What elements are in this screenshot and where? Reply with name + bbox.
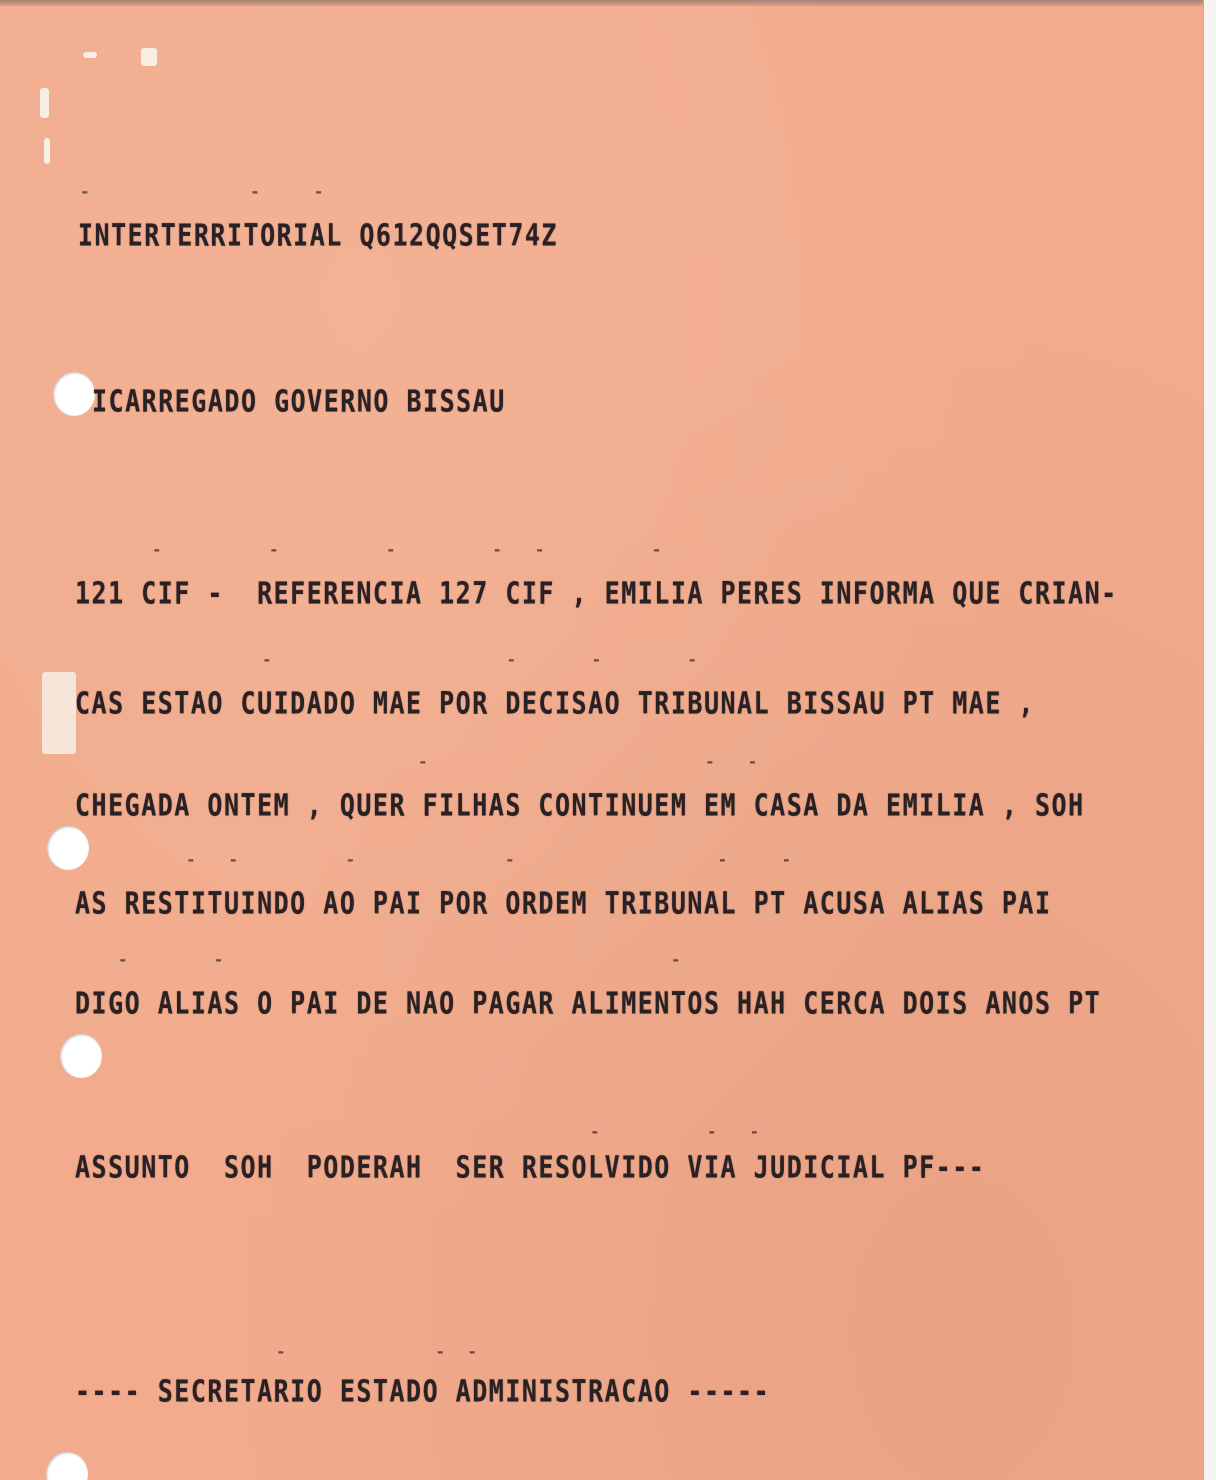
telegram-body-line: 121 CIF - REFERENCIA 127 CIF , EMILIA PERES INFORMA QUE CRIAN-: [75, 576, 1118, 611]
accent-marks: - - -: [418, 752, 759, 771]
telegram-body-line: DIGO ALIAS O PAI DE NAO PAGAR ALIMENTOS HAH CERCA DOIS ANOS PT: [75, 986, 1102, 1021]
telegram-body-line: AS RESTITUINDO AO PAI POR ORDEM TRIBUNAL PT ACUSA ALIAS PAI: [75, 886, 1052, 921]
paper-tear-mark: [141, 48, 157, 66]
paper-tear-mark: [42, 672, 76, 754]
paper-tear-mark: [44, 138, 50, 164]
telegram-header: INTERTERRITORIAL Q612QQSET74Z: [78, 218, 558, 253]
sheet-right-edge: [1203, 0, 1216, 1480]
telegram-body-line: CHEGADA ONTEM , QUER FILHAS CONTINUEM EM CASA DA EMILIA , SOH: [75, 788, 1085, 823]
punch-hole-3: [60, 1034, 102, 1078]
telegram-signature: ---- SECRETARIO ESTADO ADMINISTRACAO -----: [75, 1374, 771, 1409]
accent-marks: - - -: [276, 1342, 479, 1361]
sheet-top-edge: [0, 0, 1216, 6]
accent-marks: - - -: [590, 1122, 761, 1141]
telegram-body-line: ASSUNTO SOH PODERAH SER RESOLVIDO VIA JUDICIAL PF---: [75, 1150, 986, 1185]
accent-marks: - - - - - -: [152, 540, 663, 559]
accent-marks: - - -: [80, 182, 325, 201]
punch-hole-1: [53, 372, 95, 416]
telegram-addressee: ICARREGADO GOVERNO BISSAU: [92, 384, 506, 419]
punch-hole-4: [46, 1452, 88, 1480]
telegram-body-line: CAS ESTAO CUIDADO MAE POR DECISAO TRIBUNAL BISSAU PT MAE ,: [75, 686, 1035, 721]
accent-marks: - - - - - -: [186, 850, 793, 869]
paper-tear-mark: [83, 52, 97, 58]
paper-tear-mark: [40, 88, 49, 118]
accent-marks: - - -: [118, 950, 682, 969]
accent-marks: - - - -: [262, 650, 698, 669]
punch-hole-2: [47, 826, 89, 870]
